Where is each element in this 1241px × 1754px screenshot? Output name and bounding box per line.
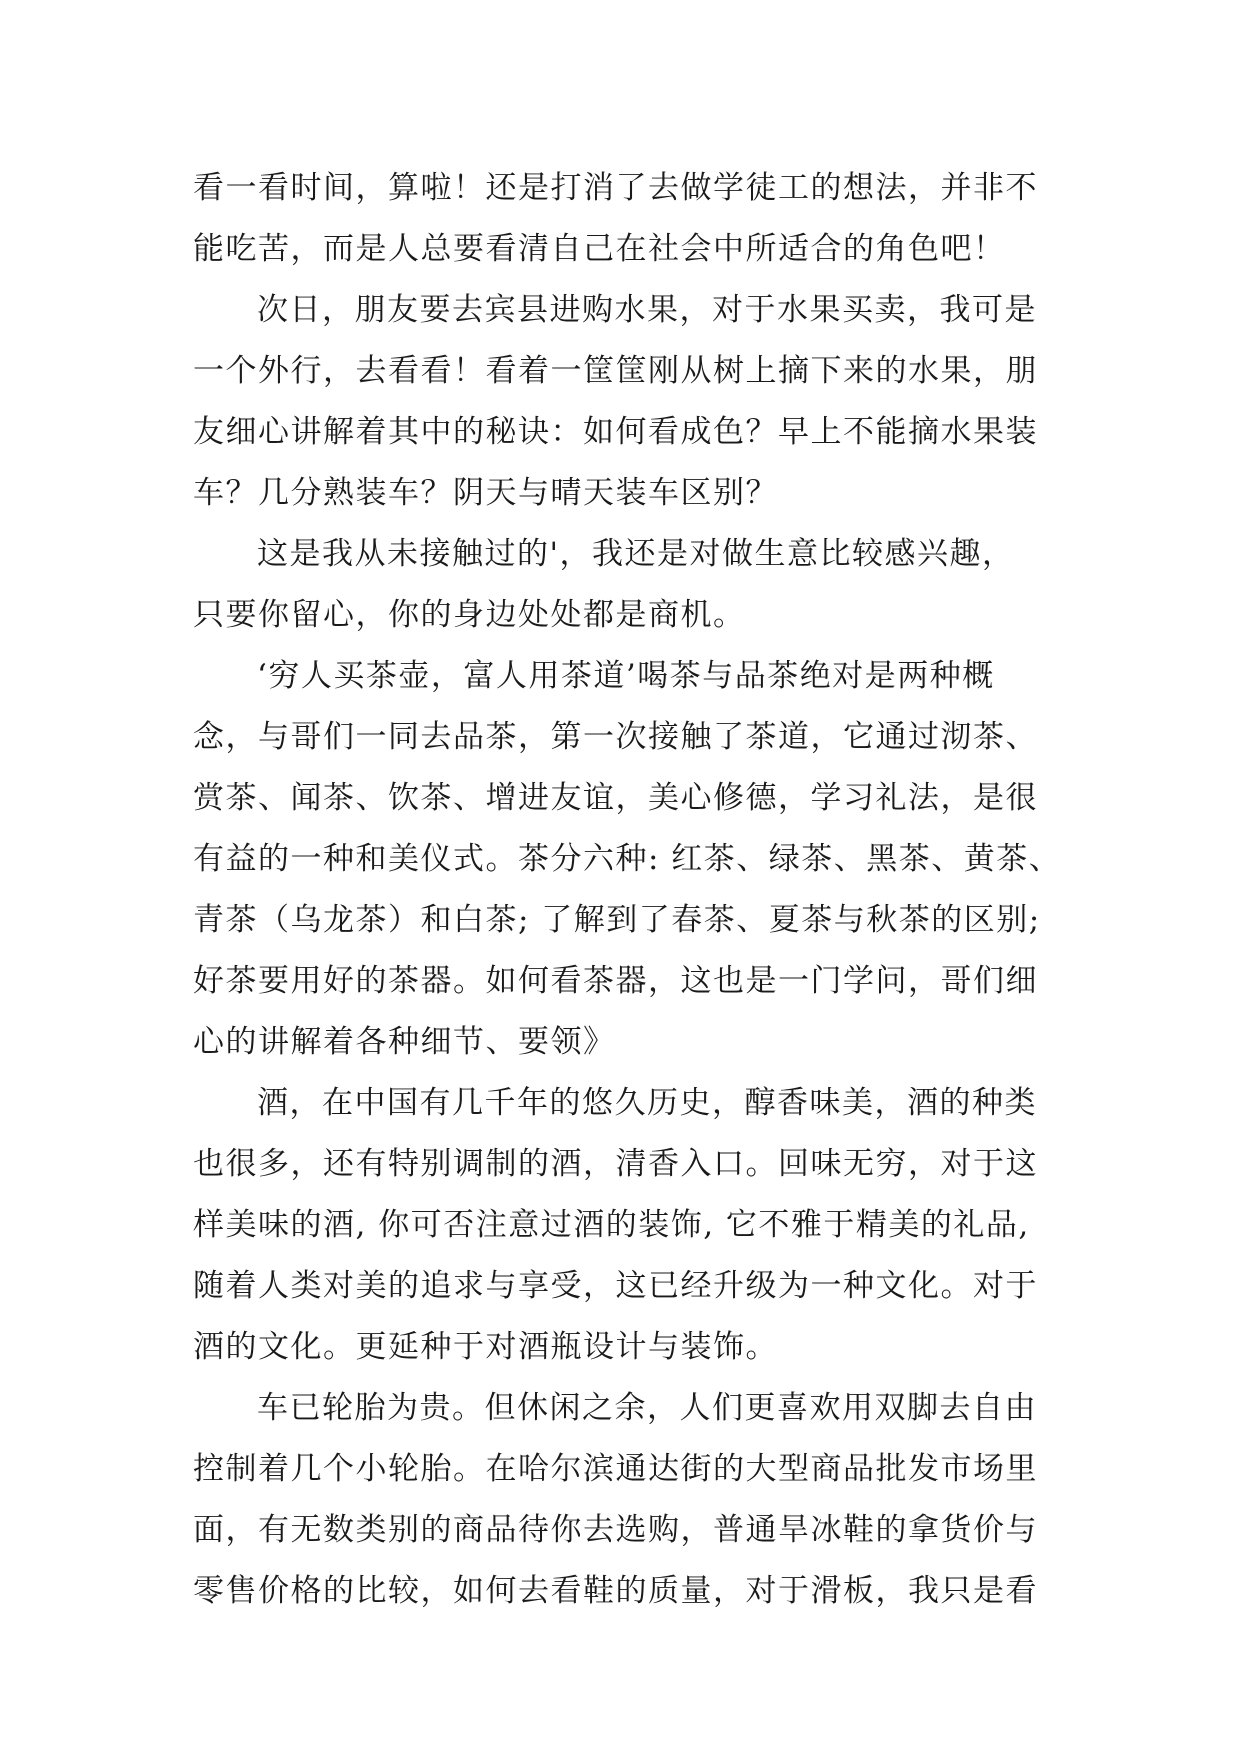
text-line: 随着人类对美的追求与享受，这已经升级为一种文化。对于: [193, 1268, 1038, 1304]
text-line: 车已轮胎为贵。但休闲之余，人们更喜欢用双脚去自由: [257, 1390, 1037, 1426]
paragraph: [193, 280, 1073, 524]
text-line: 青茶（乌龙茶）和白茶; 了解到了春茶、夏茶与秋茶的区别;: [193, 902, 1041, 938]
text-line: ‘穷人买茶壶，富人用茶道’喝茶与品茶绝对是两种概: [257, 658, 995, 694]
text-line: 友细心讲解着其中的秘诀：如何看成色？早上不能摘水果装: [193, 414, 1038, 450]
text-line: 车？几分熟装车？阴天与晴天装车区别？: [193, 475, 778, 511]
text-line: 一个外行，去看看！看着一筐筐刚从树上摘下来的水果，朋: [193, 353, 1038, 389]
text-line: 看一看时间，算啦！还是打消了去做学徒工的想法，并非不: [193, 170, 1038, 206]
text-line: 零售价格的比较，如何去看鞋的质量，对于滑板，我只是看: [193, 1573, 1038, 1609]
text-line: 酒，在中国有几千年的悠久历史，醇香味美，酒的种类: [257, 1085, 1037, 1121]
text-line: 念，与哥们一同去品茶，第一次接触了茶道，它通过沏茶、: [193, 719, 1038, 755]
text-line: 赏茶、闻茶、饮茶、增进友谊，美心修德，学习礼法，是很: [193, 780, 1038, 816]
text-line: 也很多，还有特别调制的酒，清香入口。回味无穷，对于这: [193, 1146, 1038, 1182]
paragraph: [193, 1378, 1073, 1622]
text-line: 心的讲解着各种细节、要领》: [193, 1024, 616, 1060]
text-line: 只要你留心，你的身边处处都是商机。: [193, 597, 746, 633]
paragraph: [193, 524, 1073, 646]
body-text: [193, 158, 1073, 1622]
paragraph: [193, 646, 1073, 1073]
paragraph: [193, 1073, 1073, 1378]
text-line: 面，有无数类别的商品待你去选购，普通旱冰鞋的拿货价与: [193, 1512, 1038, 1548]
text-line: 这是我从未接触过的'，我还是对做生意比较感兴趣，: [257, 536, 1015, 572]
text-line: 能吃苦，而是人总要看清自己在社会中所适合的角色吧！: [193, 231, 1006, 267]
text-line: 好茶要用好的茶器。如何看茶器，这也是一门学问，哥们细: [193, 963, 1038, 999]
text-line: 样美味的酒, 你可否注意过酒的装饰, 它不雅于精美的礼品,: [193, 1207, 1030, 1243]
text-line: 酒的文化。更延种于对酒瓶设计与装饰。: [193, 1329, 778, 1365]
text-line: 控制着几个小轮胎。在哈尔滨通达街的大型商品批发市场里: [193, 1451, 1038, 1487]
text-line: 有益的一种和美仪式。茶分六种: 红茶、绿茶、黑茶、黄茶、: [193, 841, 1062, 877]
paragraph: [193, 158, 1073, 280]
text-line: 次日，朋友要去宾县进购水果，对于水果买卖，我可是: [257, 292, 1037, 328]
